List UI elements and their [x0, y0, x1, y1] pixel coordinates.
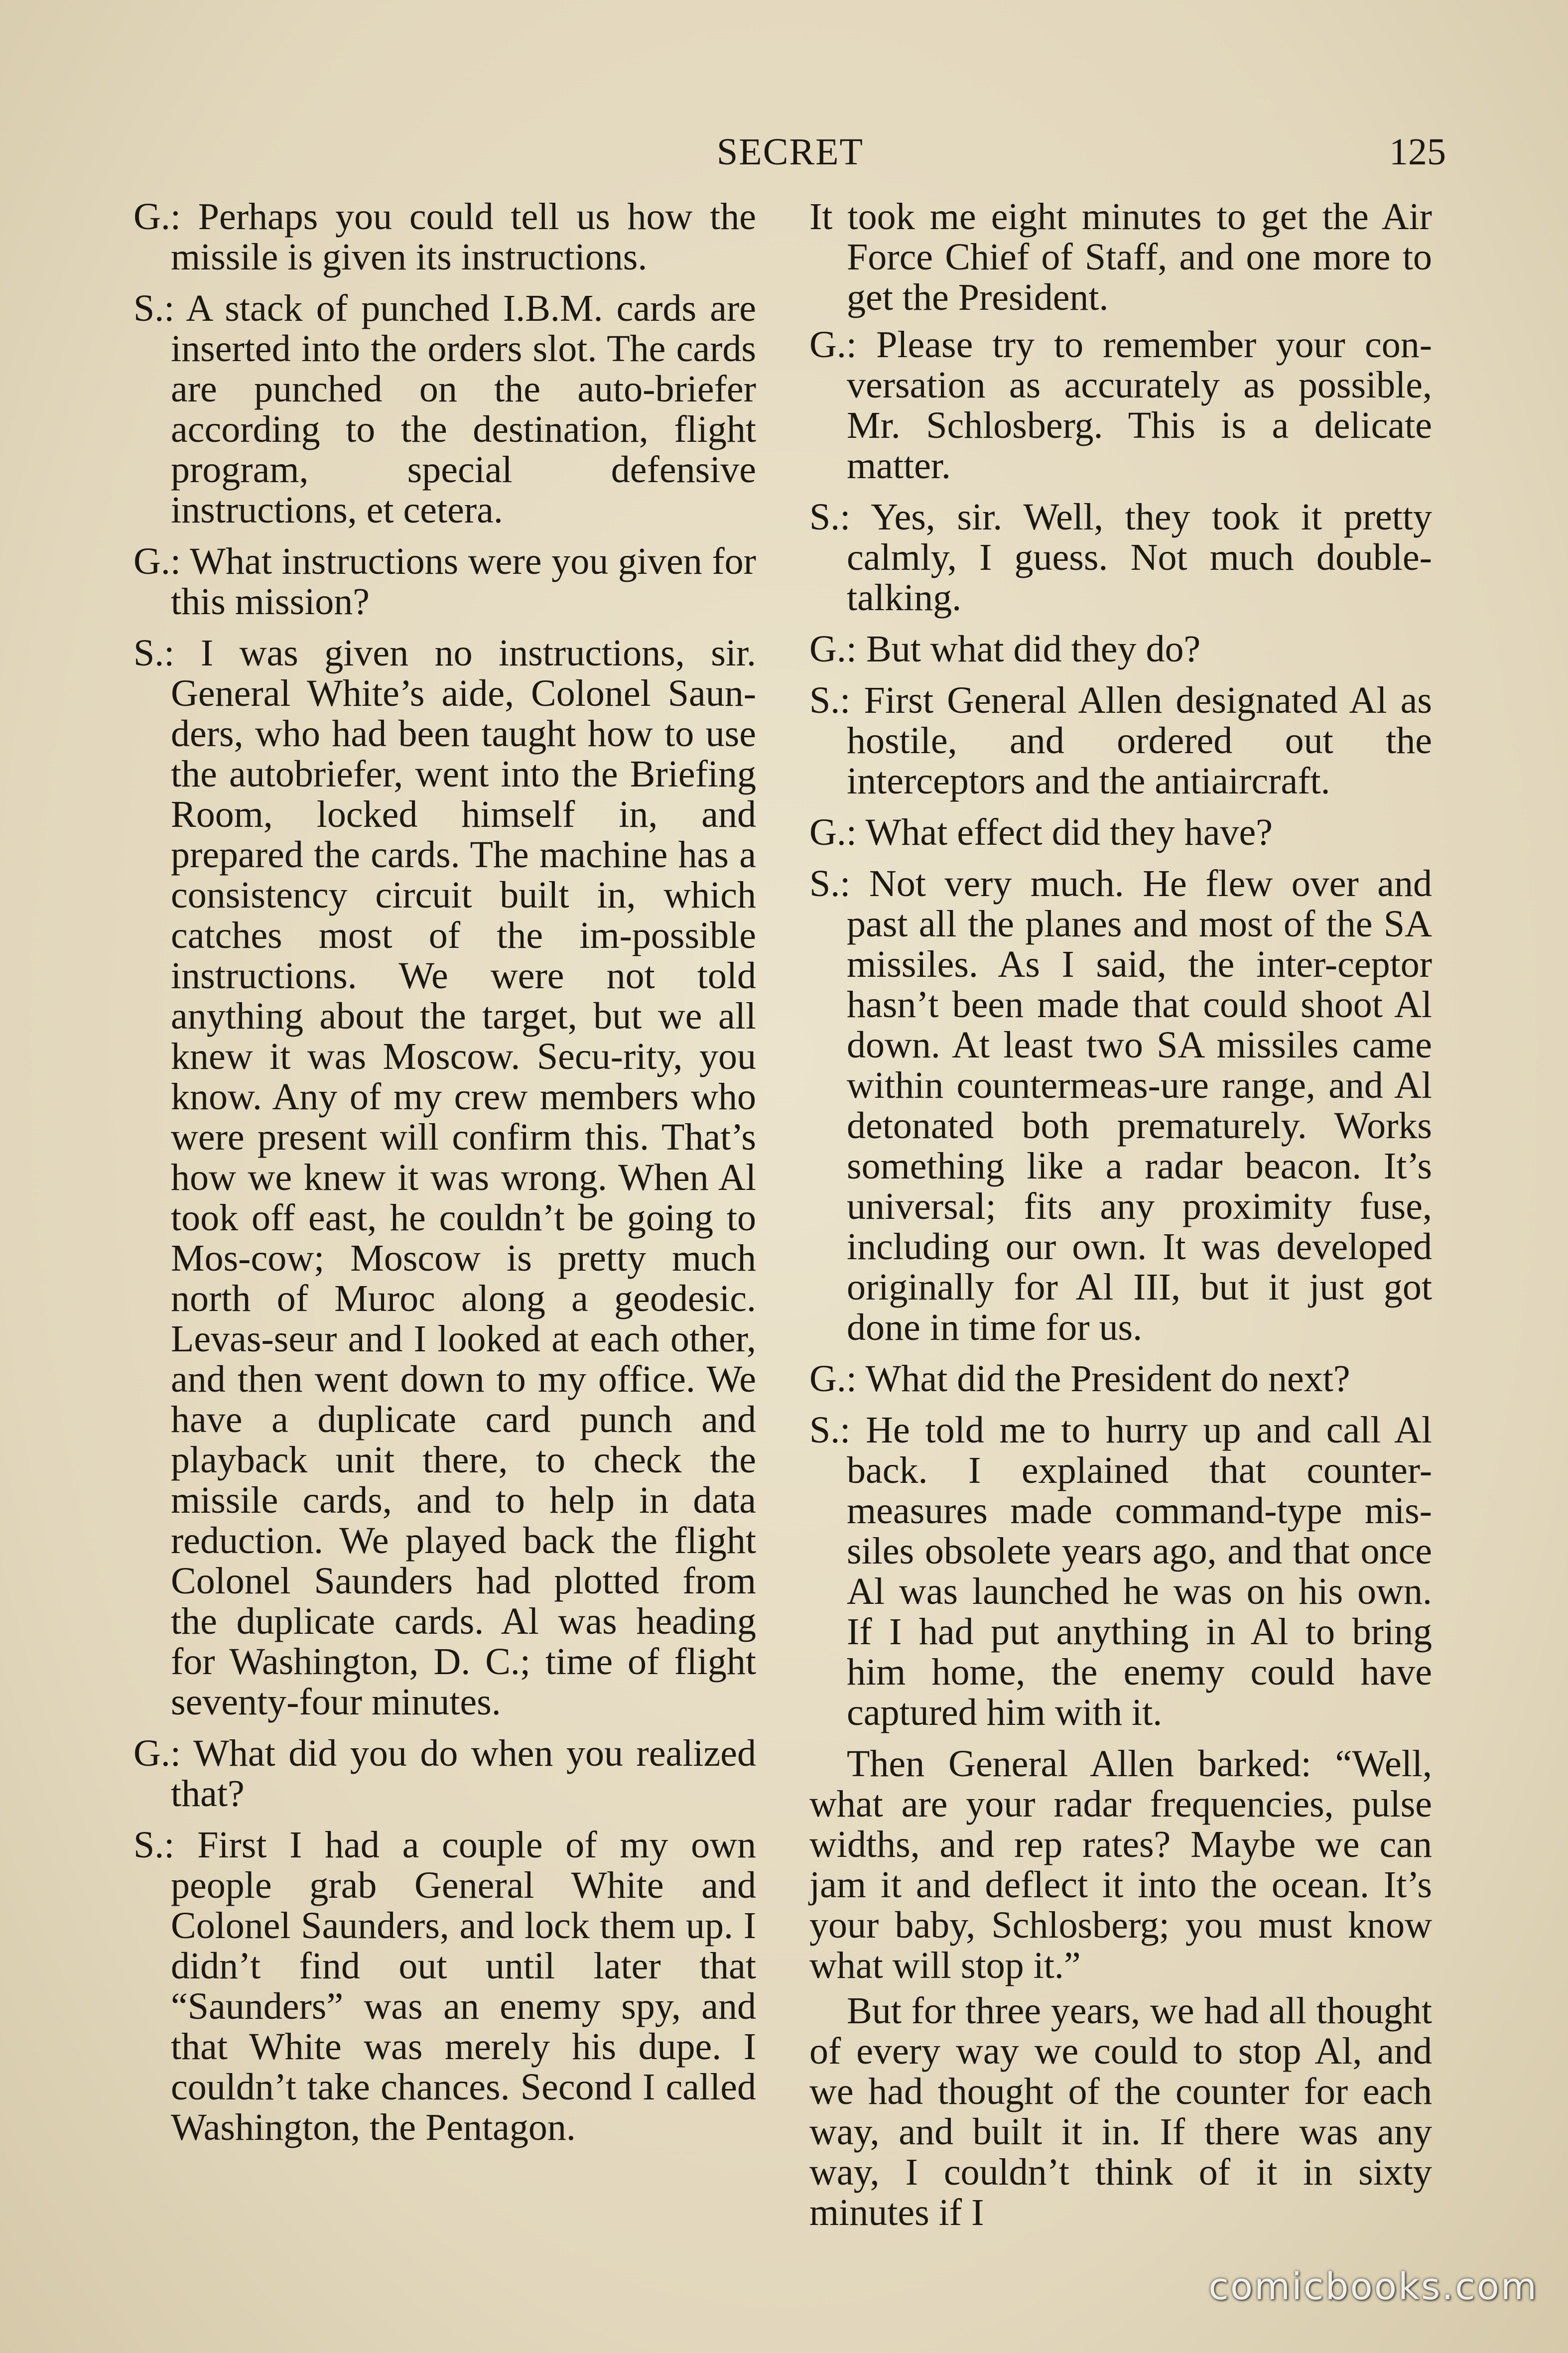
speaker-label: G.: [809, 811, 857, 853]
dialogue-paragraph [133, 541, 756, 622]
dialogue-text: Yes, sir. Well, they took it pretty calmly, I guess. Not much double-talking. [847, 496, 1433, 619]
dialogue-paragraph [809, 680, 1432, 801]
speaker-label: S.: [809, 863, 851, 905]
dialogue-text: Perhaps you could tell us how the missile is given its instructions. [171, 196, 756, 278]
dialogue-text: He told me to hurry up and call Al back. I explained that counter-measures made command-type mis-siles obsolete years ago, and that once Al was launched he was on his own. If I had put anything in Al to bring him home, the enemy could have captured him with it. [847, 1409, 1433, 1733]
narrative-text: But for three years, we had all thought of every way we could to stop Al, and we had thought of the counter for each way, and built it in. If there was any way, I couldn’t think of it in sixty minutes if I [809, 1990, 1432, 2233]
speaker-label: G.: [133, 1732, 181, 1774]
page-header [134, 127, 1446, 177]
dialogue-paragraph [809, 812, 1432, 853]
dialogue-text: Please try to remember your con-versation as accurately as possible, Mr. Schlosberg. This is a delicate matter. [847, 324, 1433, 487]
speaker-label: G.: [809, 628, 857, 670]
speaker-label: S.: [809, 679, 851, 721]
narrative-text: Then General Allen barked: “Well, what are your radar frequencies, pulse widths, and rep rates? Maybe we can jam it and deflect it into the ocean. It’s your baby, Schlosberg; you must know what will stop it.” [809, 1743, 1432, 1986]
dialogue-text: But what did they do? [866, 628, 1201, 670]
dialogue-paragraph [809, 1410, 1432, 1733]
narrative-paragraph [809, 1744, 1432, 1986]
dialogue-text: It took me eight minutes to get the Air Force Chief of Staff, and one more to get the President. [809, 196, 1432, 318]
dialogue-paragraph [809, 325, 1432, 486]
watermark: comicbooks.com [1208, 2265, 1538, 2308]
dialogue-paragraph [809, 629, 1432, 669]
dialogue-text: First I had a couple of my own people grab General White and Colonel Saunders, and lock them up. I didn’t find out until later that “Saunders” was an enemy spy, and that White was merely his dupe. I couldn’t take chances. Second I called Washington, the Pentagon. [171, 1824, 757, 2148]
page-number: 125 [1389, 131, 1446, 173]
dialogue-text: What effect did they have? [865, 811, 1273, 853]
speaker-label: G.: [809, 1358, 857, 1400]
dialogue-paragraph [133, 197, 756, 277]
dialogue-paragraph [133, 633, 756, 1722]
speaker-label: S.: [133, 632, 175, 674]
dialogue-paragraph [809, 1359, 1432, 1399]
dialogue-text: Not very much. He flew over and past all the planes and most of the SA missiles. As I said, the inter-ceptor hasn’t been made that could shoot Al down. At least two SA missiles came within countermeas-ure range, and Al detonated both prematurely. Works something like a radar beacon. It’s universal; fits any proximity fuse, including our own. It was developed originally for Al III, but it just got done in time for us. [847, 863, 1432, 1348]
narrative-paragraph [809, 1991, 1432, 2233]
left-column [133, 197, 756, 2159]
continued-paragraph [809, 197, 1432, 318]
speaker-label: S.: [809, 1409, 851, 1451]
speaker-label: G.: [133, 196, 181, 238]
dialogue-paragraph [133, 1825, 756, 2148]
dialogue-paragraph [809, 497, 1432, 618]
dialogue-text: First General Allen designated Al as hostile, and ordered out the interceptors and the antiaircraft. [847, 679, 1432, 802]
dialogue-paragraph [809, 864, 1432, 1348]
dialogue-paragraph [133, 288, 756, 530]
dialogue-text: I was given no instructions, sir. General White’s aide, Colonel Saun-ders, who had been taught how to use the autobriefer, went into the Briefing Room, locked himself in, and prepared the cards. The machine has a consistency circuit built in, which catches most of the im-possible instructions. We were not told anything about the target, but we all knew it was Moscow. Secu-rity, you know. Any of my crew members who were present will confirm this. That’s how we knew it was wrong. When Al took off east, he couldn’t be going to Mos-cow; Moscow is pretty much north of Muroc along a geodesic. Levas-seur and I looked at each other, and then went down to my office. We have a duplicate card punch and playback unit there, to check the missile cards, and to help in data reduction. We played back the flight Colonel Saunders had plotted from the duplicate cards. Al was heading for Washington, D. C.; time of flight seventy-four minutes. [171, 632, 757, 1723]
speaker-label: G.: [133, 540, 181, 582]
speaker-label: S.: [133, 287, 175, 329]
speaker-label: G.: [809, 324, 857, 366]
dialogue-paragraph [133, 1733, 756, 1814]
dialogue-text: What instructions were you given for this mission? [171, 540, 756, 623]
running-head: SECRET [717, 131, 864, 173]
dialogue-text: What did you do when you realized that? [171, 1732, 756, 1815]
speaker-label: S.: [809, 496, 851, 538]
speaker-label: S.: [133, 1824, 175, 1866]
right-column [809, 197, 1432, 2238]
dialogue-text: What did the President do next? [865, 1358, 1350, 1400]
dialogue-text: A stack of punched I.B.M. cards are inserted into the orders slot. The cards are punched on the auto-briefer according to the destination, flight program, special defensive instructions, et cetera. [171, 287, 757, 531]
